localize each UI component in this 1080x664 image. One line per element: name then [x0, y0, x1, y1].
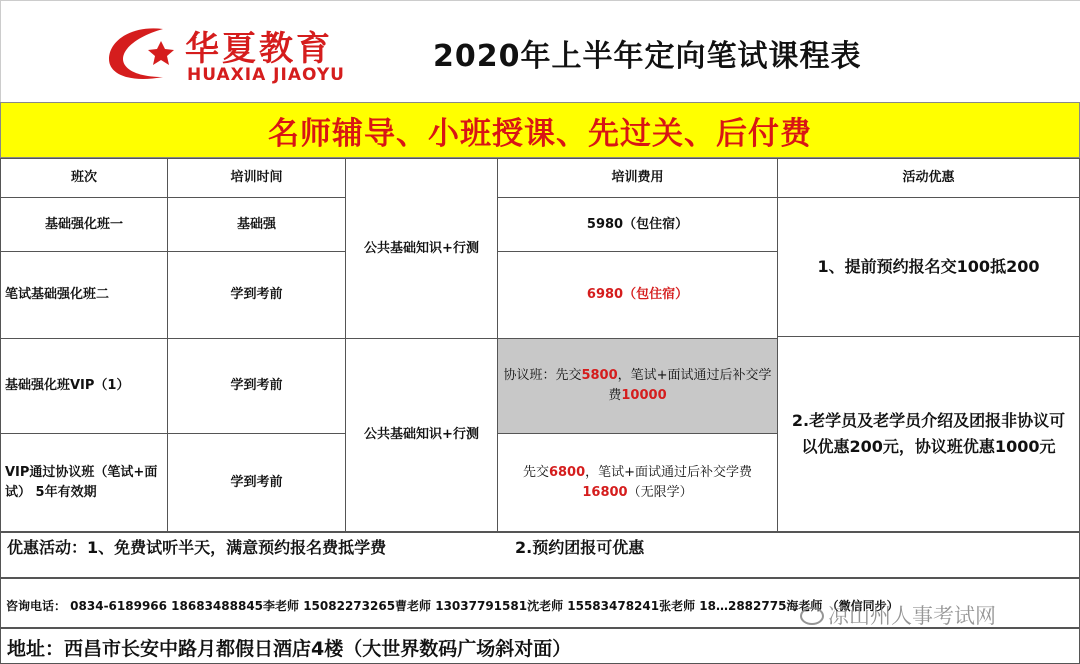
class-fee-2-text: 6980（包住宿）: [586, 287, 689, 302]
fee-4-deposit: 6800: [548, 464, 586, 480]
fee-3-balance: 10000: [621, 388, 667, 403]
header-fee: 培训费用: [497, 158, 778, 198]
class-fee-4-text: [523, 463, 752, 503]
promo-1: 1、提前预约报名交100抵200: [777, 197, 1080, 337]
fee-4-middle: ，笔试+面试通过后补交学费: [585, 464, 753, 480]
class-fee-3-text: [502, 366, 773, 406]
fee-3-middle: ，笔试+面试通过后补交学费: [608, 368, 772, 403]
class-fee-3: [497, 338, 778, 434]
fee-4-prefix: 先交: [522, 464, 549, 480]
logo-swoosh-icon: [101, 19, 191, 89]
course-content-cell-1: 公共基础知识+行测: [345, 158, 498, 339]
class-name-4: VIP通过协议班（笔试+面试） 5年有效期: [0, 433, 168, 532]
promo-2: 2.老学员及老学员介绍及团报非协议可以优惠200元，协议班优惠1000元: [777, 336, 1080, 532]
class-fee-4: [497, 433, 778, 532]
logo-english-text: HUAXIA JIAOYU: [187, 65, 345, 85]
class-name-3: 基础强化班VIP（1）: [0, 338, 168, 434]
schedule-table: [0, 158, 1080, 532]
header: [0, 0, 1080, 102]
address-text: 地址：西昌市长安中路月都假日酒店4楼（大世界数码广场斜对面）: [7, 638, 572, 660]
header-time: 培训时间: [167, 158, 346, 198]
fee-3-prefix: 协议班：先交: [503, 368, 582, 383]
class-fee-2: [497, 251, 778, 339]
page-title: 2020年上半年定向笔试课程表: [433, 39, 862, 74]
class-time-2: 学到考前: [167, 251, 346, 339]
promotion-row: [0, 532, 1080, 578]
fee-4-balance: 16800: [582, 484, 628, 500]
header-class: 班次: [0, 158, 168, 198]
wechat-icon: [800, 607, 824, 625]
logo-chinese-text: 华夏教育: [185, 29, 333, 69]
slogan-banner: [0, 102, 1080, 158]
address-row: [0, 628, 1080, 664]
header-promo: 活动优惠: [777, 158, 1080, 198]
class-name-1: 基础强化班一: [0, 197, 168, 252]
watermark: [800, 600, 996, 630]
contact-phones: 咨询电话： 0834-6189966 18683488845李老师 15082273265曹老师 13037791581沈老师 15583478241张老师 18…2882775海老师 （微信同步）: [6, 599, 899, 613]
class-time-3: 学到考前: [167, 338, 346, 434]
slogan-text: 名师辅导、小班授课、先过关、后付费: [268, 115, 812, 152]
fee-4-note: （无限学）: [627, 484, 693, 500]
class-time-4: 学到考前: [167, 433, 346, 532]
watermark-text: 凉山州人事考试网: [828, 604, 996, 628]
class-fee-1: 5980（包住宿）: [497, 197, 778, 252]
promotion-text-1: 优惠活动：1、免费试听半天，满意预约报名费抵学费: [7, 538, 387, 557]
class-name-2: 笔试基础强化班二: [0, 251, 168, 339]
promotion-text-2: 2.预约团报可优惠: [515, 538, 645, 557]
fee-3-deposit: 5800: [581, 368, 618, 383]
course-content-cell-2: 公共基础知识+行测: [345, 338, 498, 532]
class-time-1: 基础强: [167, 197, 346, 252]
brand-logo: [101, 19, 381, 89]
